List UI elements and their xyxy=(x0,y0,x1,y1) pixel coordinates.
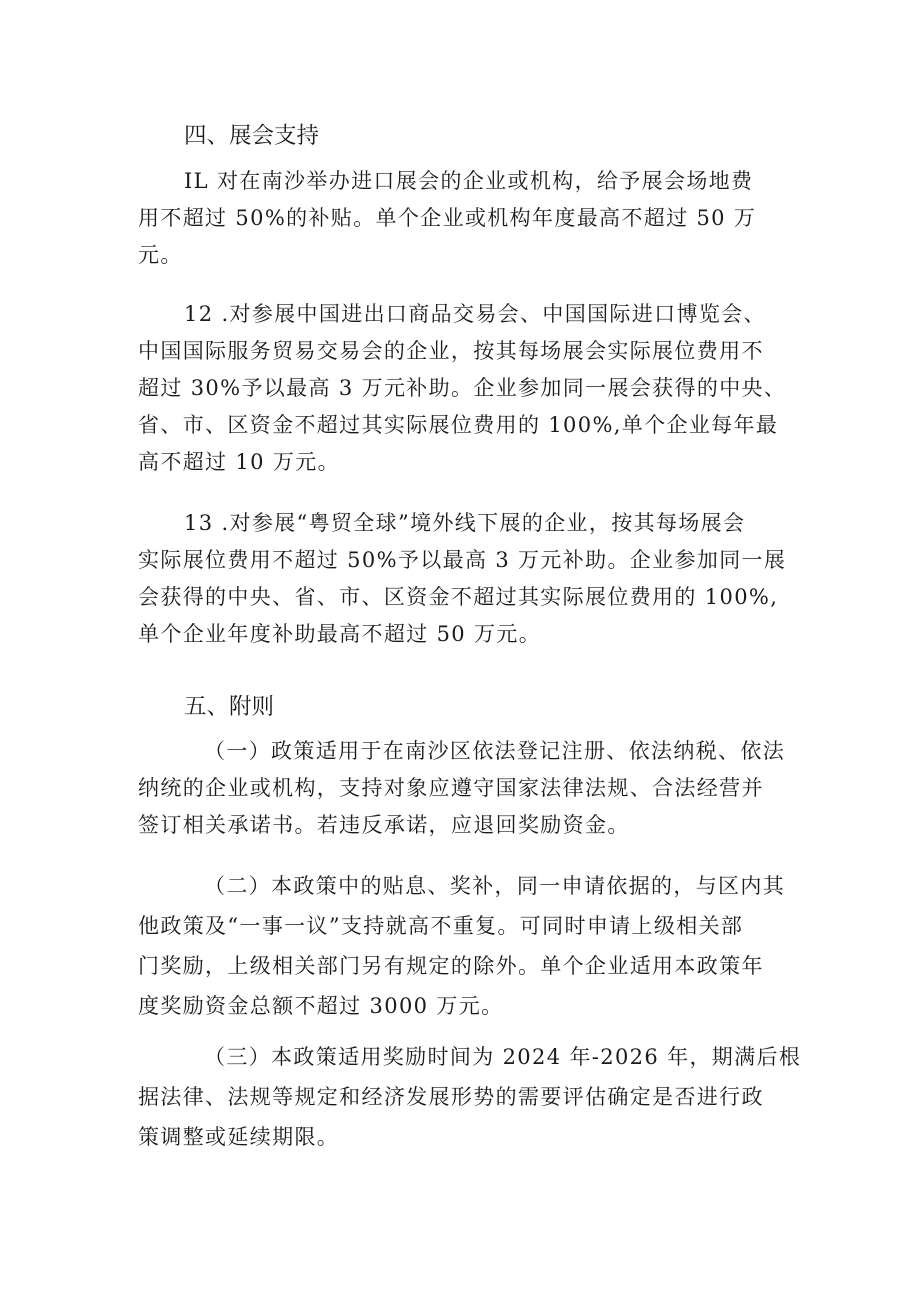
text-line: 单个企业年度补助最高不超过 50 万元。 xyxy=(138,622,542,646)
text-line: 他政策及“一事一议”支持就高不重复。可同时申请上级相关部 xyxy=(138,914,744,938)
text-line: 中国国际服务贸易交易会的企业，按其每场展会实际展位费用不 xyxy=(138,339,764,363)
paragraph-item-12 xyxy=(138,296,798,481)
text-line: 据法律、法规等规定和经济发展形势的需要评估确定是否进行政 xyxy=(138,1085,764,1109)
text-line: 签订相关承诺书。若违反承诺，应退回奖励资金。 xyxy=(138,813,630,837)
text-line: 用不超过 50%的补贴。单个企业或机构年度最高不超过 50 万 xyxy=(138,206,757,230)
text-line: 门奖励，上级相关部门另有规定的除外。单个企业适用本政策年 xyxy=(138,954,764,978)
paragraph-provision-3 xyxy=(138,1037,802,1157)
paragraph-item-11 xyxy=(138,163,798,274)
text-line: 纳统的企业或机构，支持对象应遵守国家法律法规、合法经营并 xyxy=(138,776,764,800)
text-line: 12 .对参展中国进出口商品交易会、中国国际进口博览会、 xyxy=(184,302,766,326)
section-heading-exhibition-support: 四、展会支持 xyxy=(184,123,320,149)
text-line: 实际展位费用不超过 50%予以最高 3 万元补助。企业参加同一展 xyxy=(138,548,787,572)
paragraph-provision-1 xyxy=(138,733,798,844)
text-line: 超过 30%予以最高 3 万元补助。企业参加同一展会获得的中央、 xyxy=(138,376,787,400)
paragraph-provision-2 xyxy=(138,866,798,1026)
text-line: 会获得的中央、省、市、区资金不超过其实际展位费用的 100%, xyxy=(138,585,779,609)
text-line: （二）本政策中的贴息、奖补，同一申请依据的，与区内其 xyxy=(204,874,786,898)
text-line: 省、市、区资金不超过其实际展位费用的 100%,单个企业每年最 xyxy=(138,413,779,437)
section-heading-supplementary-provisions: 五、附则 xyxy=(184,694,275,720)
text-line: （一）政策适用于在南沙区依法登记注册、依法纳税、依法 xyxy=(204,739,786,763)
paragraph-item-13 xyxy=(138,505,798,653)
text-line: 策调整或延续期限。 xyxy=(138,1125,340,1149)
text-line: 度奖励资金总额不超过 3000 万元。 xyxy=(138,994,504,1018)
text-line: 高不超过 10 万元。 xyxy=(138,450,340,474)
text-line: IL 对在南沙举办进口展会的企业或机构，给予展会场地费 xyxy=(184,169,754,193)
text-line: （三）本政策适用奖励时间为 2024 年-2026 年，期满后根 xyxy=(204,1045,802,1069)
text-line: 13 .对参展“粤贸全球”境外线下展的企业，按其每场展会 xyxy=(184,511,746,535)
text-line: 元。 xyxy=(138,243,183,267)
